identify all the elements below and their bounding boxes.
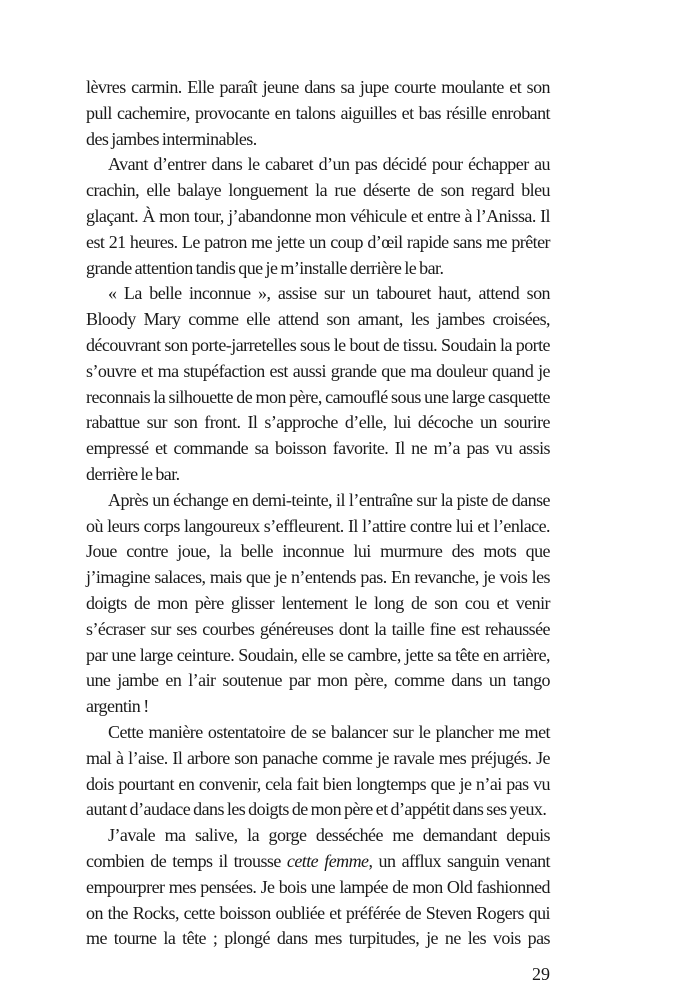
text-line: doigts de mon père glisser lentement le long de son cou et venir xyxy=(86,592,550,613)
text-line: on the Rocks, cette boisson oubliée et préférée de Steven Rogers qui xyxy=(86,902,550,923)
text-line: Cette manière ostentatoire de se balancer sur le plancher me met xyxy=(108,721,550,742)
text-line: par une large ceinture. Soudain, elle se cambre, jette sa tête en arrière, xyxy=(86,644,550,665)
text-line xyxy=(86,849,550,875)
body-text xyxy=(86,75,550,952)
text-line: argentin ! xyxy=(86,696,149,717)
text-line: « La belle inconnue », assise sur un tabouret haut, attend son xyxy=(108,283,550,304)
page-number: 29 xyxy=(532,964,550,985)
text-line: Après un échange en demi-teinte, il l’entraîne sur la piste de danse xyxy=(108,489,550,510)
text-line: lèvres carmin. Elle paraît jeune dans sa jupe courte moulante et son xyxy=(86,77,550,97)
text-line: glaçant. À mon tour, j’abandonne mon véhicule et entre à l’Anissa. Il xyxy=(86,205,550,226)
paragraph xyxy=(86,152,550,281)
text-line: reconnais la silhouette de mon père, camouflé sous une large casquette xyxy=(86,386,550,407)
text-line: me tourne la tête ; plongé dans mes turpitudes, je ne les vois pas xyxy=(86,928,550,949)
page xyxy=(86,75,550,986)
paragraph xyxy=(86,281,550,487)
text-line: Avant d’entrer dans le cabaret d’un pas décidé pour échapper au xyxy=(108,154,550,175)
text-line: J’avale ma salive, la gorge desséchée me demandant depuis xyxy=(108,825,550,846)
italic-text: cette femme xyxy=(286,850,369,871)
paragraph xyxy=(86,488,550,720)
text-line: crachin, elle balaye longuement la rue déserte de son regard bleu xyxy=(86,180,550,201)
text-line: des jambes interminables. xyxy=(86,128,257,149)
text-line: où leurs corps langoureux s’effleurent. Il l’attire contre lui et l’enlace. xyxy=(86,515,550,536)
text-line: pull cachemire, provocante en talons aiguilles et bas résille enrobant xyxy=(86,102,550,123)
text-line: est 21 heures. Le patron me jette un coup d’œil rapide sans me prêter xyxy=(86,231,550,252)
text-segment: combien de temps il trousse xyxy=(86,850,287,871)
text-line: mal à l’aise. Il arbore son panache comme je ravale mes préjugés. Je xyxy=(86,747,550,768)
text-line: Bloody Mary comme elle attend son amant, les jambes croisées, xyxy=(86,309,550,330)
text-line: autant d’audace dans les doigts de mon père et d’appétit dans ses yeux. xyxy=(86,799,547,820)
paragraph xyxy=(86,720,550,823)
text-line: une jambe en l’air soutenue par mon père, comme dans un tango xyxy=(86,670,550,691)
paragraph xyxy=(86,75,550,152)
text-line: Joue contre joue, la belle inconnue lui murmure des mots que xyxy=(86,541,550,562)
text-line: grande attention tandis que je m’installe derrière le bar. xyxy=(86,257,444,278)
text-line: s’écraser sur ses courbes généreuses dont la taille fine est rehaussée xyxy=(86,618,550,639)
text-line: dois pourtant en convenir, cela fait bien longtemps que je n’ai pas vu xyxy=(86,773,550,794)
text-line: derrière le bar. xyxy=(86,463,180,484)
text-line: j’imagine salaces, mais que je n’entends pas. En revanche, je vois les xyxy=(86,567,550,588)
text-line: empressé et commande sa boisson favorite. Il ne m’a pas vu assis xyxy=(86,438,550,459)
text-line: empourprer mes pensées. Je bois une lampée de mon Old fashionned xyxy=(86,876,550,897)
text-line: découvrant son porte-jarretelles sous le bout de tissu. Soudain la porte xyxy=(86,334,550,355)
paragraph xyxy=(86,823,550,952)
text-line: rabattue sur son front. Il s’approche d’elle, lui décoche un sourire xyxy=(86,412,550,433)
text-segment: , un afflux sanguin venant xyxy=(368,850,550,871)
text-line: s’ouvre et ma stupéfaction est aussi grande que ma douleur quand je xyxy=(86,360,550,381)
